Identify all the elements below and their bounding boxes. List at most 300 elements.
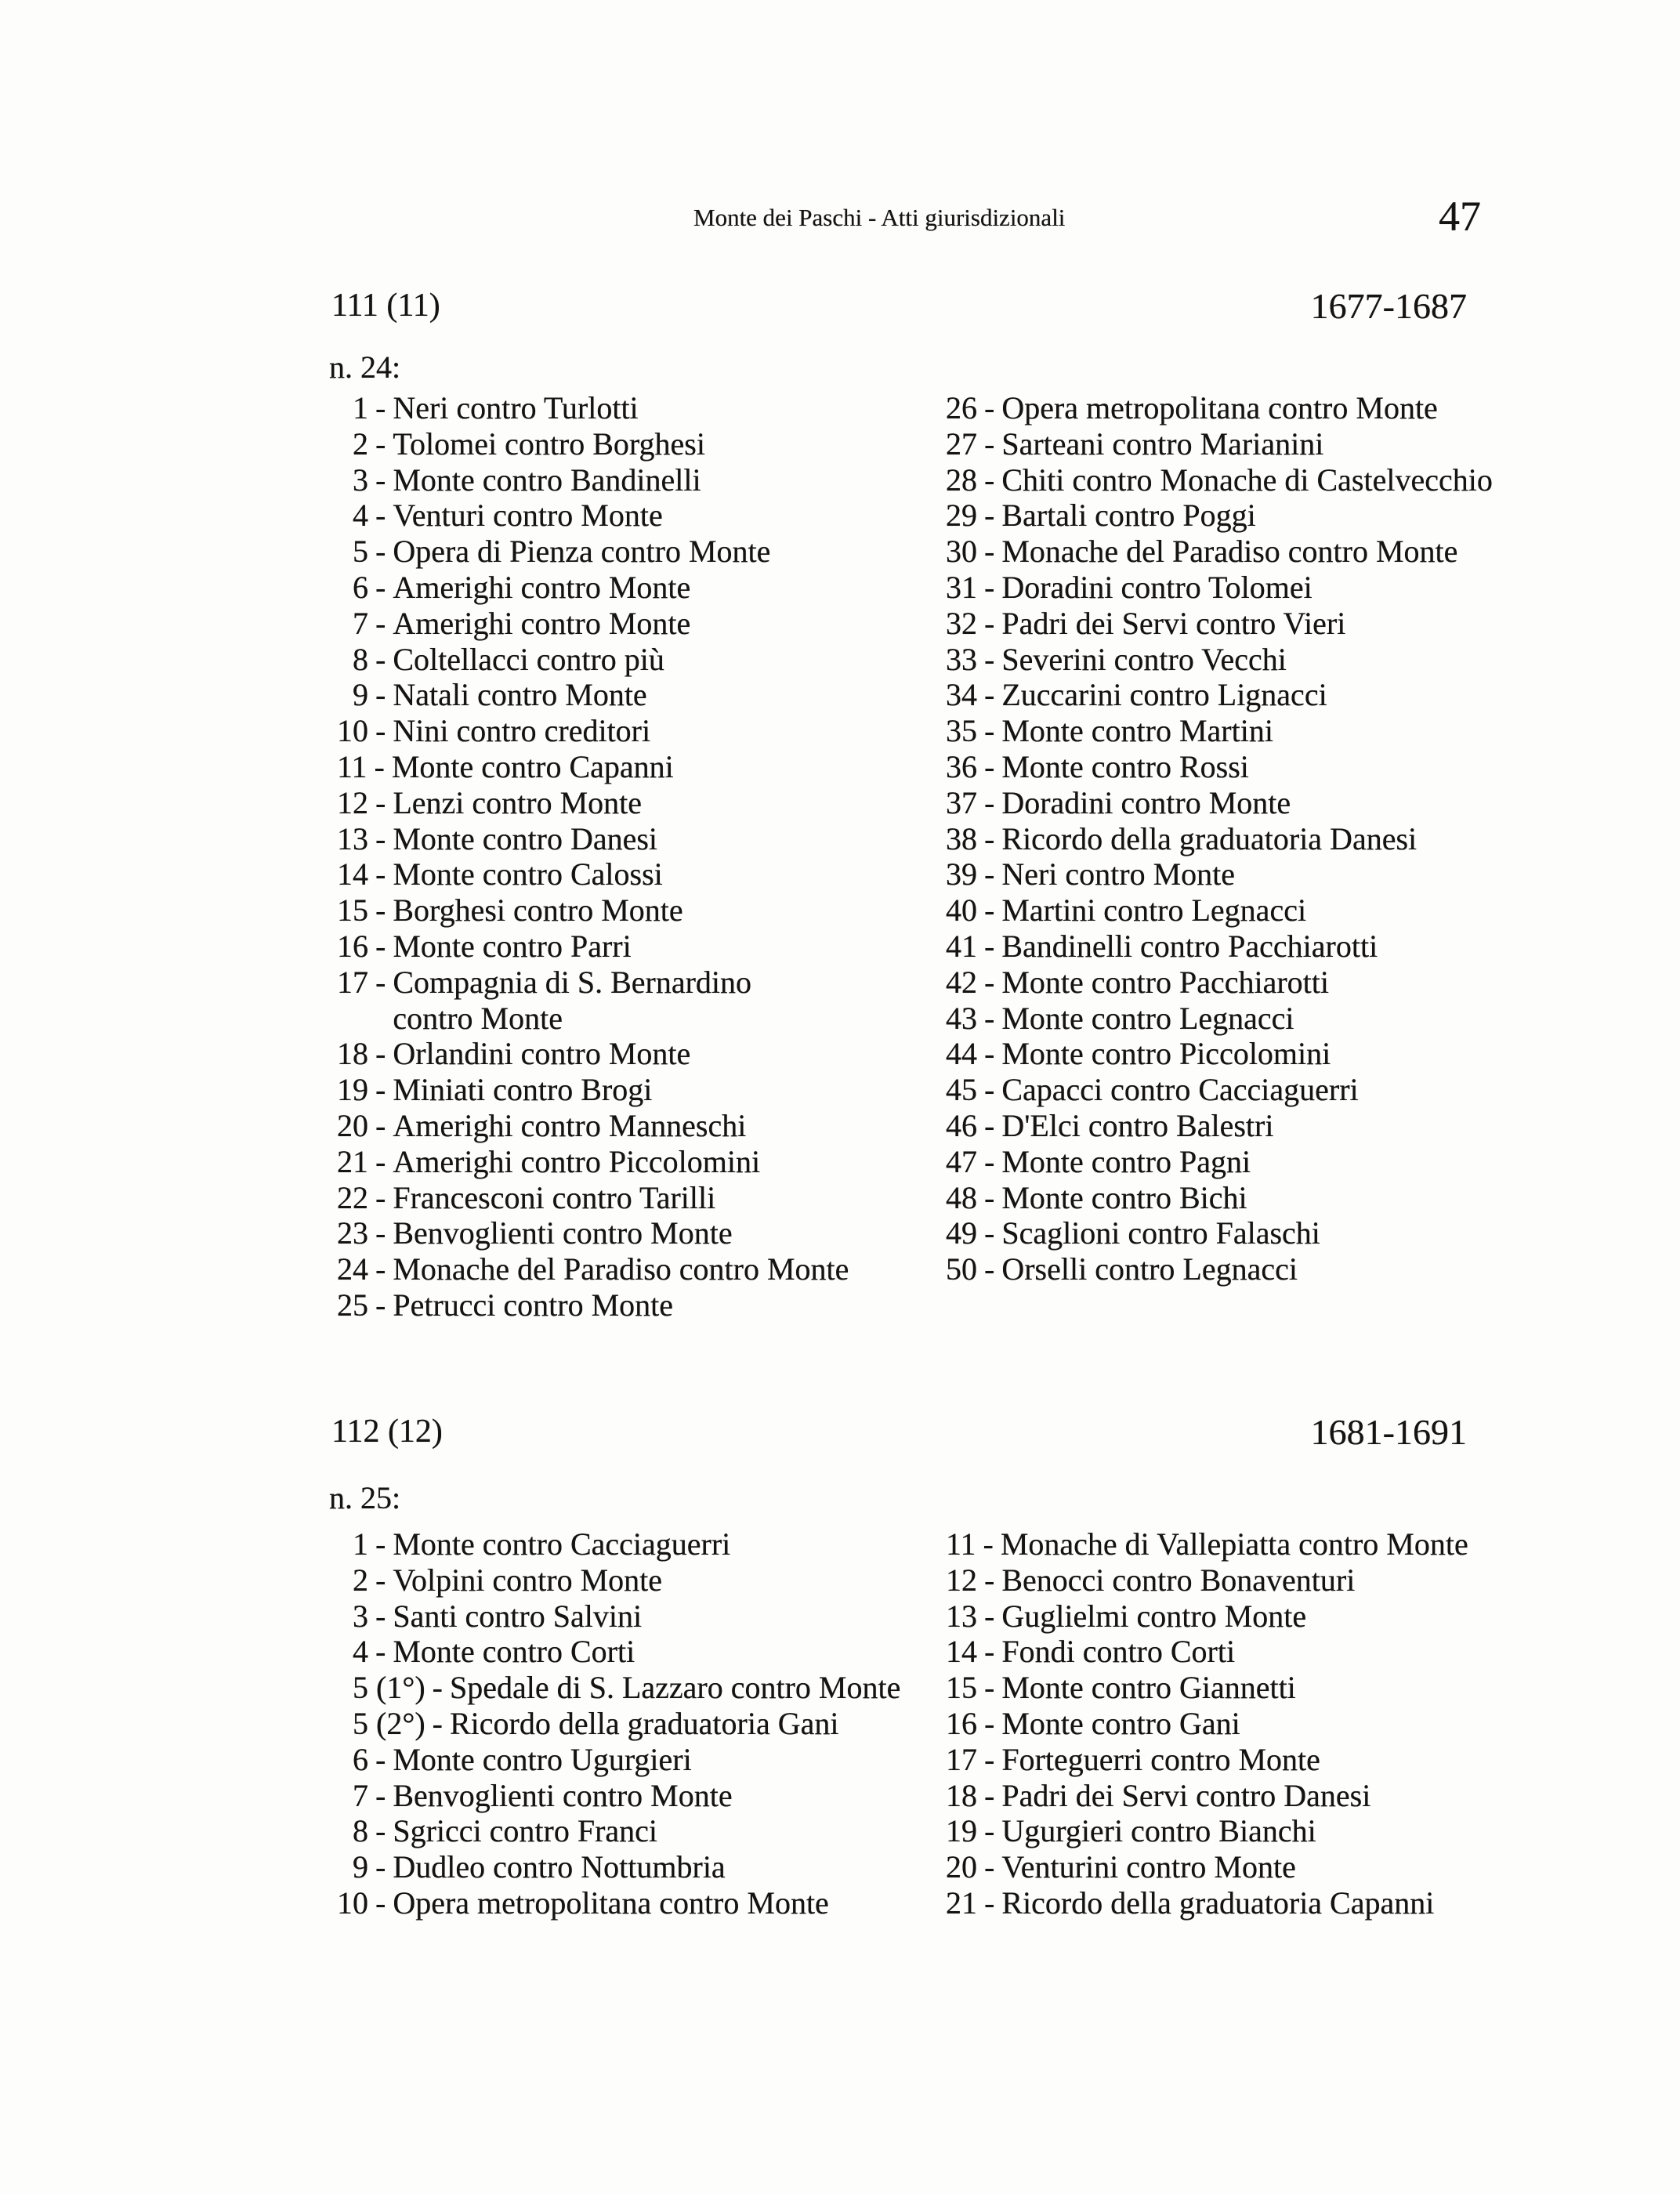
case-number: 44 <box>946 1036 977 1072</box>
dash-separator: - <box>375 1287 386 1323</box>
case-title: Monache di Vallepiatta contro Monte <box>1000 1526 1468 1562</box>
case-title: Monte contro Pagni <box>1001 1143 1251 1179</box>
page-number: 47 <box>1439 193 1481 240</box>
case-item <box>337 1813 940 1849</box>
case-item <box>946 1036 1573 1072</box>
dash-separator: - <box>984 784 995 820</box>
case-item <box>337 390 940 426</box>
case-title: Monte contro Pacchiarotti <box>1001 964 1329 1000</box>
case-number: 48 <box>946 1179 977 1215</box>
case-title: Monte contro Bandinelli <box>393 462 701 498</box>
archive-number: 111 (11) <box>331 288 440 324</box>
case-item <box>337 570 940 606</box>
case-number: 38 <box>946 820 977 856</box>
dash-separator: - <box>375 784 386 820</box>
case-title: Orselli contro Legnacci <box>1001 1251 1298 1287</box>
case-item <box>946 1072 1573 1108</box>
dash-separator: - <box>984 713 995 749</box>
case-title: Francesconi contro Tarilli <box>393 1179 716 1215</box>
case-item <box>946 1885 1573 1921</box>
dash-separator: - <box>375 928 386 964</box>
case-number: 3 <box>353 462 368 498</box>
case-item <box>337 1598 940 1635</box>
dash-separator: - <box>984 1562 995 1598</box>
case-item-continuation <box>337 1001 940 1037</box>
dash-separator: - <box>984 390 995 425</box>
case-title: Santi contro Salvini <box>393 1598 643 1634</box>
case-title: Zuccarini contro Lignacci <box>1001 677 1327 713</box>
case-number: 41 <box>946 928 977 964</box>
unit-count-label: n. 24: <box>329 349 401 385</box>
case-number: 17 <box>946 1741 977 1777</box>
dash-separator: - <box>375 425 386 462</box>
case-item <box>337 642 940 678</box>
dash-separator: - <box>375 1251 386 1287</box>
case-number: 4 <box>353 498 368 534</box>
case-title: Ricordo della graduatoria Gani <box>449 1705 839 1741</box>
case-number: 13 <box>946 1598 977 1634</box>
dash-separator: - <box>984 534 995 570</box>
dash-separator: - <box>375 1884 386 1921</box>
dash-separator: - <box>375 1143 386 1179</box>
dash-separator: - <box>375 1526 386 1562</box>
case-item <box>337 749 940 785</box>
case-number: 19 <box>337 1072 368 1108</box>
dash-separator: - <box>375 964 386 1000</box>
case-title: Monache del Paradiso contro Monte <box>1001 534 1458 570</box>
case-title: Natali contro Monte <box>393 677 647 713</box>
case-title: Monte contro Martini <box>1001 713 1273 749</box>
case-number: 30 <box>946 534 977 570</box>
case-number: 20 <box>946 1849 977 1885</box>
case-title: Opera metropolitana contro Monte <box>393 1884 829 1921</box>
dash-separator: - <box>375 1107 386 1143</box>
case-item <box>337 965 940 1001</box>
dash-separator: - <box>375 1179 386 1215</box>
case-number: 7 <box>353 605 368 641</box>
case-title: Opera di Pienza contro Monte <box>393 534 771 570</box>
dash-separator: - <box>984 569 995 605</box>
case-title: Monte contro Ugurgieri <box>393 1741 692 1777</box>
case-item <box>337 1108 940 1144</box>
case-item <box>337 534 940 570</box>
dash-separator: - <box>984 1777 995 1813</box>
case-title: Scaglioni contro Falaschi <box>1001 1215 1320 1251</box>
case-title: Tolomei contro Borghesi <box>393 425 705 462</box>
dash-separator: - <box>984 1179 995 1215</box>
case-title: Amerighi contro Piccolomini <box>393 1143 761 1179</box>
dash-separator: - <box>375 1562 386 1598</box>
archive-number: 112 (12) <box>331 1414 443 1450</box>
case-title: contro Monte <box>393 1000 563 1036</box>
case-item <box>337 1526 940 1562</box>
case-number: 10 <box>337 1884 368 1921</box>
case-title: Monte contro Giannetti <box>1001 1670 1296 1706</box>
case-item <box>337 821 940 857</box>
case-title: Spedale di S. Lazzaro contro Monte <box>449 1670 901 1706</box>
case-number: 17 <box>337 964 368 1000</box>
case-item <box>946 462 1573 498</box>
dash-separator: - <box>983 1526 994 1562</box>
case-number: 1 <box>353 390 368 425</box>
case-item <box>337 1215 940 1251</box>
case-list-left-column <box>337 1526 940 1921</box>
case-title: Compagnia di S. Bernardino <box>393 964 752 1000</box>
dash-separator: - <box>984 1884 995 1921</box>
case-title: Venturini contro Monte <box>1001 1849 1296 1885</box>
case-item <box>337 606 940 642</box>
case-item <box>337 892 940 929</box>
case-number: 12 <box>337 784 368 820</box>
dash-separator: - <box>984 892 995 929</box>
case-title: Amerighi contro Manneschi <box>393 1107 747 1143</box>
case-number: 21 <box>946 1884 977 1921</box>
case-title: Fondi contro Corti <box>1001 1634 1236 1670</box>
case-number: 46 <box>946 1107 977 1143</box>
case-number: 8 <box>353 641 368 677</box>
case-item <box>337 1036 940 1072</box>
case-number: 49 <box>946 1215 977 1251</box>
dash-separator: - <box>984 605 995 641</box>
case-item <box>946 390 1573 426</box>
case-title: Bartali contro Poggi <box>1001 498 1256 534</box>
case-title: Ugurgieri contro Bianchi <box>1001 1813 1316 1849</box>
case-item <box>946 570 1573 606</box>
case-title: Padri dei Servi contro Danesi <box>1001 1777 1371 1813</box>
case-number: 15 <box>337 892 368 929</box>
case-item <box>337 1742 940 1778</box>
case-number: 5 (1°) <box>353 1670 425 1706</box>
case-item <box>337 426 940 462</box>
case-title: Sgricci contro Franci <box>393 1813 658 1849</box>
case-number: 21 <box>337 1143 368 1179</box>
dash-separator: - <box>984 964 995 1000</box>
case-item <box>337 856 940 892</box>
case-title: Venturi contro Monte <box>393 498 663 534</box>
case-title: Monte contro Rossi <box>1001 748 1249 784</box>
case-title: Dudleo contro Nottumbria <box>393 1849 726 1885</box>
case-number: 13 <box>337 820 368 856</box>
case-item <box>946 534 1573 570</box>
case-title: Neri contro Turlotti <box>393 390 639 425</box>
unit-count-label: n. 25: <box>329 1480 401 1515</box>
case-number: 39 <box>946 856 977 892</box>
case-item <box>946 1108 1573 1144</box>
dash-separator: - <box>375 677 386 713</box>
case-number: 42 <box>946 964 977 1000</box>
case-item <box>946 1598 1573 1635</box>
case-item <box>946 1001 1573 1037</box>
dash-separator: - <box>375 498 386 534</box>
case-list-left-column <box>337 390 940 1323</box>
case-title: Forteguerri contro Monte <box>1001 1741 1320 1777</box>
case-item <box>946 1251 1573 1287</box>
case-item <box>946 677 1573 713</box>
dash-separator: - <box>375 1598 386 1634</box>
dash-separator: - <box>375 1036 386 1072</box>
case-title: Miniati contro Brogi <box>393 1072 653 1108</box>
case-item <box>946 642 1573 678</box>
case-title: Sarteani contro Marianini <box>1001 425 1324 462</box>
case-number: 33 <box>946 641 977 677</box>
case-item <box>337 677 940 713</box>
case-item <box>337 1144 940 1180</box>
dash-separator: - <box>984 1072 995 1108</box>
case-title: Orlandini contro Monte <box>393 1036 691 1072</box>
case-item <box>337 1849 940 1885</box>
dash-separator: - <box>984 1670 995 1706</box>
dash-separator: - <box>984 856 995 892</box>
case-title: Monte contro Capanni <box>391 748 674 784</box>
case-item <box>946 713 1573 749</box>
case-item <box>337 1072 940 1108</box>
case-item <box>946 892 1573 929</box>
case-list-right-column <box>946 1526 1573 1921</box>
case-number: 10 <box>337 713 368 749</box>
case-number: 12 <box>946 1562 977 1598</box>
case-number: 34 <box>946 677 977 713</box>
case-title: Monte contro Corti <box>393 1634 635 1670</box>
case-number: 25 <box>337 1287 368 1323</box>
case-title: Benocci contro Bonaventuri <box>1001 1562 1356 1598</box>
case-number: 3 <box>353 1598 368 1634</box>
case-title: Ricordo della graduatoria Capanni <box>1001 1884 1435 1921</box>
dash-separator: - <box>984 1634 995 1670</box>
case-number: 11 <box>337 748 368 784</box>
dash-separator: - <box>375 462 386 498</box>
dash-separator: - <box>984 1598 995 1634</box>
dash-separator: - <box>375 892 386 929</box>
dash-separator: - <box>432 1670 443 1706</box>
case-number: 37 <box>946 784 977 820</box>
dash-separator: - <box>984 1251 995 1287</box>
case-item <box>946 1526 1573 1562</box>
case-title: Monte contro Legnacci <box>1001 1000 1294 1036</box>
case-item <box>946 1778 1573 1814</box>
dash-separator: - <box>984 425 995 462</box>
case-number: 43 <box>946 1000 977 1036</box>
case-item <box>946 965 1573 1001</box>
case-number: 9 <box>353 1849 368 1885</box>
case-title: Doradini contro Tolomei <box>1001 569 1312 605</box>
case-number: 18 <box>946 1777 977 1813</box>
dash-separator: - <box>375 1741 386 1777</box>
case-title: Neri contro Monte <box>1001 856 1236 892</box>
dash-separator: - <box>984 1143 995 1179</box>
running-header: Monte dei Paschi - Atti giurisdizionali <box>693 204 1066 231</box>
case-item <box>946 1742 1573 1778</box>
case-item <box>946 1215 1573 1251</box>
case-number: 45 <box>946 1072 977 1108</box>
case-number: 2 <box>353 425 368 462</box>
case-title: Guglielmi contro Monte <box>1001 1598 1307 1634</box>
archive-section-112 <box>0 1414 1680 2041</box>
case-item <box>946 821 1573 857</box>
case-number: 50 <box>946 1251 977 1287</box>
case-number: 15 <box>946 1670 977 1706</box>
case-item <box>337 929 940 965</box>
case-title: Benvoglienti contro Monte <box>393 1777 733 1813</box>
dash-separator: - <box>375 820 386 856</box>
dash-separator: - <box>375 1072 386 1108</box>
case-item <box>337 1562 940 1598</box>
case-number: 14 <box>946 1634 977 1670</box>
dash-separator: - <box>984 1215 995 1251</box>
case-item <box>337 1706 940 1742</box>
case-item <box>946 856 1573 892</box>
case-number: 40 <box>946 892 977 929</box>
case-number: 5 (2°) <box>353 1705 425 1741</box>
case-title: Ricordo della graduatoria Danesi <box>1001 820 1418 856</box>
case-number: 1 <box>353 1526 368 1562</box>
case-item <box>337 1287 940 1323</box>
case-number: 24 <box>337 1251 368 1287</box>
dash-separator: - <box>375 1215 386 1251</box>
dash-separator: - <box>375 641 386 677</box>
case-number: 35 <box>946 713 977 749</box>
dash-separator: - <box>432 1705 443 1741</box>
case-item <box>337 462 940 498</box>
case-number: 16 <box>337 928 368 964</box>
case-title: Coltellacci contro più <box>393 641 664 677</box>
case-item <box>946 1670 1573 1706</box>
case-item <box>946 1634 1573 1670</box>
case-list-right-column <box>946 390 1573 1287</box>
case-title: Volpini contro Monte <box>393 1562 663 1598</box>
dash-separator: - <box>375 1813 386 1849</box>
dash-separator: - <box>984 462 995 498</box>
case-item <box>946 1144 1573 1180</box>
dash-separator: - <box>984 498 995 534</box>
case-number: 11 <box>946 1526 976 1562</box>
case-number: 19 <box>946 1813 977 1849</box>
case-number: 47 <box>946 1143 977 1179</box>
case-title: Monte contro Piccolomini <box>1001 1036 1331 1072</box>
dash-separator: - <box>375 713 386 749</box>
case-item <box>946 785 1573 821</box>
dash-separator: - <box>984 748 995 784</box>
dash-separator: - <box>984 928 995 964</box>
case-number: 14 <box>337 856 368 892</box>
case-item <box>946 1180 1573 1216</box>
dash-separator: - <box>984 1000 995 1036</box>
case-number: 16 <box>946 1705 977 1741</box>
case-item <box>337 1634 940 1670</box>
dash-separator: - <box>984 820 995 856</box>
case-number: 36 <box>946 748 977 784</box>
case-item <box>946 929 1573 965</box>
case-number: 29 <box>946 498 977 534</box>
case-item <box>337 1251 940 1287</box>
dash-separator: - <box>984 1741 995 1777</box>
case-number: 4 <box>353 1634 368 1670</box>
case-item <box>946 1849 1573 1885</box>
case-title: Monte contro Bichi <box>1001 1179 1247 1215</box>
case-item <box>946 1706 1573 1742</box>
case-item <box>946 426 1573 462</box>
case-title: Borghesi contro Monte <box>393 892 683 929</box>
dash-separator: - <box>375 534 386 570</box>
case-title: Bandinelli contro Pacchiarotti <box>1001 928 1378 964</box>
case-item <box>337 1180 940 1216</box>
case-title: Monte contro Cacciaguerri <box>393 1526 731 1562</box>
case-number: 9 <box>353 677 368 713</box>
case-title: Monte contro Danesi <box>393 820 658 856</box>
dash-separator: - <box>984 1036 995 1072</box>
dash-separator: - <box>984 1813 995 1849</box>
case-number: 23 <box>337 1215 368 1251</box>
dash-separator: - <box>375 1777 386 1813</box>
case-title: D'Elci contro Balestri <box>1001 1107 1274 1143</box>
dash-separator: - <box>984 641 995 677</box>
dash-separator: - <box>984 1705 995 1741</box>
case-item <box>337 1778 940 1814</box>
case-number: 18 <box>337 1036 368 1072</box>
case-item <box>337 1670 940 1706</box>
case-title: Opera metropolitana contro Monte <box>1001 390 1438 425</box>
case-title: Monte contro Parri <box>393 928 632 964</box>
case-title: Monte contro Gani <box>1001 1705 1240 1741</box>
case-number: 20 <box>337 1107 368 1143</box>
case-number: 7 <box>353 1777 368 1813</box>
case-number: 6 <box>353 569 368 605</box>
case-item <box>337 1885 940 1921</box>
archive-section-111 <box>0 288 1680 1370</box>
dash-separator: - <box>375 605 386 641</box>
case-title: Amerighi contro Monte <box>393 605 691 641</box>
case-number: 26 <box>946 390 977 425</box>
case-number: 31 <box>946 569 977 605</box>
case-title: Nini contro creditori <box>393 713 651 749</box>
dash-separator: - <box>374 748 385 784</box>
case-title: Severini contro Vecchi <box>1001 641 1287 677</box>
date-range: 1677-1687 <box>1310 286 1467 326</box>
case-item <box>337 498 940 534</box>
case-title: Petrucci contro Monte <box>393 1287 674 1323</box>
case-title: Padri dei Servi contro Vieri <box>1001 605 1346 641</box>
dash-separator: - <box>375 1849 386 1885</box>
case-number: 22 <box>337 1179 368 1215</box>
case-number: 27 <box>946 425 977 462</box>
dash-separator: - <box>375 569 386 605</box>
case-title: Amerighi contro Monte <box>393 569 691 605</box>
dash-separator: - <box>375 856 386 892</box>
case-number: 5 <box>353 534 368 570</box>
case-item <box>946 1562 1573 1598</box>
case-number: 2 <box>353 1562 368 1598</box>
case-number: 6 <box>353 1741 368 1777</box>
case-number: 32 <box>946 605 977 641</box>
dash-separator: - <box>984 1849 995 1885</box>
case-number <box>337 1001 368 1036</box>
case-item <box>946 606 1573 642</box>
dash-separator: - <box>375 390 386 425</box>
case-number: 28 <box>946 462 977 498</box>
case-item <box>946 749 1573 785</box>
case-item <box>337 713 940 749</box>
case-title: Monte contro Calossi <box>393 856 663 892</box>
case-title: Lenzi contro Monte <box>393 784 643 820</box>
case-title: Capacci contro Cacciaguerri <box>1001 1072 1359 1108</box>
case-title: Chiti contro Monache di Castelvecchio <box>1001 462 1493 498</box>
date-range: 1681-1691 <box>1310 1412 1467 1452</box>
case-title: Doradini contro Monte <box>1001 784 1291 820</box>
dash-separator: - <box>984 1107 995 1143</box>
case-number: 8 <box>353 1813 368 1849</box>
case-item <box>337 785 940 821</box>
dash-separator: - <box>984 677 995 713</box>
case-title: Martini contro Legnacci <box>1001 892 1307 929</box>
